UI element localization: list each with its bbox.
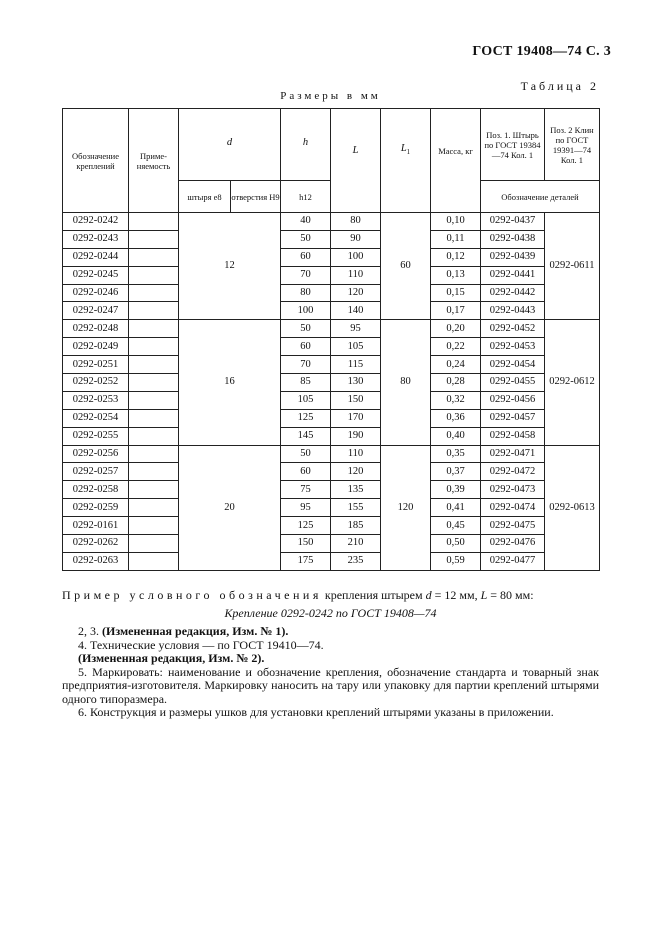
example-L-symbol: L [480,588,488,602]
cell-h: 105 [281,391,331,409]
cell-mass: 0,32 [431,391,481,409]
cell-h: 50 [281,230,331,248]
cell-applicability [129,463,179,481]
table-row [63,499,600,517]
col-L1-letter: L [400,142,407,154]
cell-designation: 0292-0243 [63,230,129,248]
cell-h: 100 [281,302,331,320]
cell-applicability [129,248,179,266]
cell-pos1: 0292-0458 [481,427,545,445]
paragraph-5: 5. Маркировать: наименование и обозначение крепления, обозначение стандарта и товарный знак предприятия-изготовителя. Маркировку наносить на тару или упаковку для партии креплений штырями одного типоразмера. [62,664,599,706]
cell-mass: 0,28 [431,374,481,392]
paragraph-2-3 [62,625,599,639]
cell-mass: 0,13 [431,266,481,284]
cell-pos2: 0292-0613 [545,445,600,570]
table-body [63,213,600,571]
cell-applicability [129,499,179,517]
body-text [62,625,599,720]
cell-mass: 0,12 [431,248,481,266]
cell-pos1: 0292-0439 [481,248,545,266]
col-pos2-header: Поз. 2 Клин по ГОСТ 19391—74 Кол. 1 [545,109,600,181]
cell-h: 75 [281,481,331,499]
cell-pos1: 0292-0452 [481,320,545,338]
cell-h: 85 [281,374,331,392]
cell-L: 105 [331,338,381,356]
document-header: ГОСТ 19408—74 С. 3 [472,44,611,59]
cell-pos1: 0292-0471 [481,445,545,463]
cell-L: 100 [331,248,381,266]
cell-mass: 0,17 [431,302,481,320]
cell-mass: 0,11 [431,230,481,248]
cell-designation: 0292-0255 [63,427,129,445]
cell-L: 210 [331,535,381,553]
cell-mass: 0,22 [431,338,481,356]
table-row [63,517,600,535]
cell-h: 60 [281,248,331,266]
cell-mass: 0,45 [431,517,481,535]
cell-L: 90 [331,230,381,248]
cell-applicability [129,445,179,463]
paragraph-4-amend [62,652,599,666]
col-L1-header [381,109,431,213]
table-row [63,535,600,553]
dimensions-caption: Размеры в мм [280,90,381,102]
table-label: Таблица 2 [520,79,599,93]
cell-applicability [129,391,179,409]
cell-L: 190 [331,427,381,445]
cell-h: 40 [281,213,331,231]
cell-pos1: 0292-0455 [481,374,545,392]
col-d-hole-header: отверстия Н9 [231,181,281,213]
cell-L: 120 [331,284,381,302]
cell-pos1: 0292-0477 [481,552,545,570]
cell-L: 140 [331,302,381,320]
cell-pos1: 0292-0443 [481,302,545,320]
example-line [62,588,599,603]
cell-pos1: 0292-0474 [481,499,545,517]
table-row [63,409,600,427]
cell-designation: 0292-0242 [63,213,129,231]
cell-mass: 0,35 [431,445,481,463]
cell-h: 70 [281,356,331,374]
cell-designation: 0292-0246 [63,284,129,302]
cell-applicability [129,517,179,535]
cell-applicability [129,552,179,570]
cell-L1: 80 [381,320,431,445]
cell-mass: 0,15 [431,284,481,302]
cell-applicability [129,213,179,231]
col-mass-header: Масса, кг [431,109,481,213]
fastening-table [62,108,600,571]
cell-h: 50 [281,445,331,463]
cell-applicability [129,266,179,284]
cell-pos1: 0292-0472 [481,463,545,481]
table-row [63,552,600,570]
cell-mass: 0,24 [431,356,481,374]
cell-designation: 0292-0259 [63,499,129,517]
cell-mass: 0,37 [431,463,481,481]
cell-pos2: 0292-0612 [545,320,600,445]
cell-h: 145 [281,427,331,445]
cell-pos1: 0292-0437 [481,213,545,231]
cell-applicability [129,409,179,427]
cell-applicability [129,535,179,553]
example-spaced-title: Пример условного обозначения [62,588,322,602]
cell-pos1: 0292-0453 [481,338,545,356]
cell-pos1: 0292-0475 [481,517,545,535]
cell-mass: 0,10 [431,213,481,231]
cell-d-value: 16 [179,320,281,445]
col-pos1-header: Поз. 1. Штырь по ГОСТ 19384—74 Кол. 1 [481,109,545,181]
cell-pos1: 0292-0476 [481,535,545,553]
cell-L: 120 [331,463,381,481]
cell-designation: 0292-0258 [63,481,129,499]
table-row [63,230,600,248]
cell-h: 60 [281,463,331,481]
cell-pos1: 0292-0456 [481,391,545,409]
paragraph-2-3-amend: (Измененная редакция, Изм. № 1). [102,624,289,638]
cell-h: 175 [281,552,331,570]
example-designation: Крепление 0292-0242 по ГОСТ 19408—74 [224,606,437,620]
cell-designation: 0292-0257 [63,463,129,481]
paragraph-2-3-num: 2, 3. [78,624,99,638]
cell-applicability [129,374,179,392]
cell-applicability [129,356,179,374]
cell-L: 170 [331,409,381,427]
cell-designation: 0292-0161 [63,517,129,535]
example-d-value: = 12 мм, [434,588,478,602]
cell-L: 235 [331,552,381,570]
cell-designation: 0292-0253 [63,391,129,409]
table-row [63,374,600,392]
col-h-tol-header: h12 [281,181,331,213]
cell-designation: 0292-0249 [63,338,129,356]
table-row [63,302,600,320]
cell-L1: 60 [381,213,431,320]
table-row [63,481,600,499]
cell-L: 135 [331,481,381,499]
cell-L: 185 [331,517,381,535]
col-parts-header: Обозначение деталей [481,181,600,213]
cell-mass: 0,59 [431,552,481,570]
cell-mass: 0,39 [431,481,481,499]
table-row [63,266,600,284]
cell-h: 60 [281,338,331,356]
cell-designation: 0292-0244 [63,248,129,266]
cell-applicability [129,427,179,445]
cell-pos1: 0292-0473 [481,481,545,499]
col-d-pin-header: штыря е8 [179,181,231,213]
cell-mass: 0,20 [431,320,481,338]
cell-applicability [129,284,179,302]
example-d-symbol: d [425,588,432,602]
paragraph-4: 4. Технические условия — по ГОСТ 19410—74. [78,637,324,652]
cell-applicability [129,230,179,248]
col-L1-subscript: 1 [406,148,411,157]
cell-h: 80 [281,284,331,302]
cell-L: 95 [331,320,381,338]
cell-applicability [129,481,179,499]
cell-mass: 0,36 [431,409,481,427]
cell-pos1: 0292-0442 [481,284,545,302]
table-row [63,320,600,338]
example-text: крепления штырем [324,588,423,602]
cell-designation: 0292-0262 [63,535,129,553]
cell-mass: 0,41 [431,499,481,517]
cell-L: 115 [331,356,381,374]
cell-pos2: 0292-0611 [545,213,600,320]
cell-designation: 0292-0245 [63,266,129,284]
cell-mass: 0,50 [431,535,481,553]
cell-applicability [129,302,179,320]
col-d-header: d [179,109,281,181]
cell-designation: 0292-0247 [63,302,129,320]
cell-mass: 0,40 [431,427,481,445]
cell-applicability [129,320,179,338]
table-row [63,427,600,445]
table-row [63,338,600,356]
cell-h: 125 [281,517,331,535]
paragraph-4-amend-text: (Измененная редакция, Изм. № 2). [78,651,265,665]
paragraph-6: 6. Конструкция и размеры ушков для установки креплений штырями указаны в приложении. [78,705,554,719]
cell-h: 50 [281,320,331,338]
cell-designation: 0292-0251 [63,356,129,374]
cell-L1: 120 [381,445,431,570]
table-row [63,391,600,409]
col-applicability-header: Приме- няемость [129,109,179,213]
cell-designation: 0292-0263 [63,552,129,570]
table-row [63,213,600,231]
cell-h: 125 [281,409,331,427]
example-L-value: = 80 мм: [490,588,534,602]
table-row [63,284,600,302]
cell-designation: 0292-0252 [63,374,129,392]
cell-L: 155 [331,499,381,517]
cell-L: 150 [331,391,381,409]
cell-h: 70 [281,266,331,284]
cell-h: 150 [281,535,331,553]
col-h-header: h [281,109,331,181]
cell-L: 110 [331,266,381,284]
cell-pos1: 0292-0457 [481,409,545,427]
table-row [63,445,600,463]
cell-pos1: 0292-0441 [481,266,545,284]
col-L-header: L [331,109,381,213]
cell-designation: 0292-0248 [63,320,129,338]
cell-pos1: 0292-0438 [481,230,545,248]
cell-designation: 0292-0256 [63,445,129,463]
cell-designation: 0292-0254 [63,409,129,427]
cell-L: 130 [331,374,381,392]
cell-d-value: 20 [179,445,281,570]
cell-d-value: 12 [179,213,281,320]
cell-applicability [129,338,179,356]
cell-L: 80 [331,213,381,231]
table-row [63,356,600,374]
cell-pos1: 0292-0454 [481,356,545,374]
col-designation-header: Обозначение креплений [63,109,129,213]
table-row [63,463,600,481]
cell-L: 110 [331,445,381,463]
cell-h: 95 [281,499,331,517]
table-row [63,248,600,266]
